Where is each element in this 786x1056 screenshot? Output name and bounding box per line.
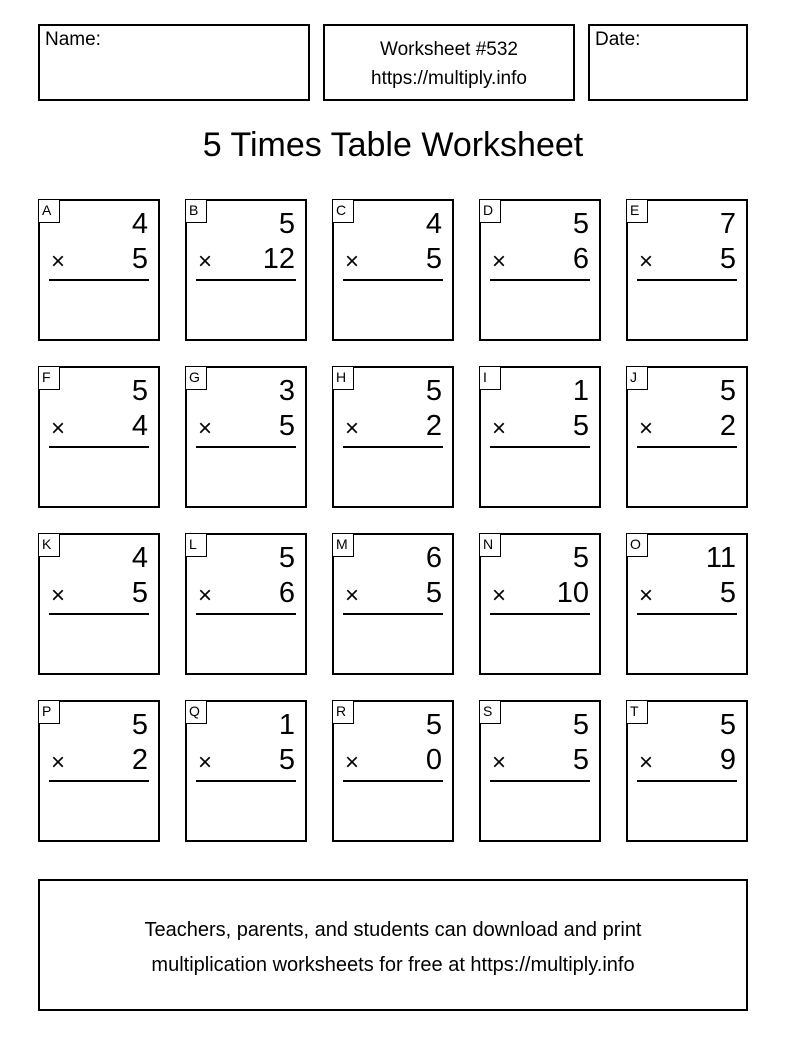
problem-label: J	[626, 366, 648, 390]
multiplier: 10	[556, 577, 589, 609]
multiplier: 5	[719, 577, 736, 609]
multiply-sign: ×	[492, 582, 507, 609]
multiply-sign: ×	[345, 749, 360, 776]
problem-label: H	[332, 366, 354, 390]
multiplier: 6	[278, 577, 295, 609]
problem-card[interactable]	[626, 199, 748, 341]
problem-card[interactable]	[332, 366, 454, 508]
multiply-sign: ×	[51, 749, 66, 776]
multiplier: 5	[425, 243, 442, 275]
multiplicand: 5	[131, 375, 148, 407]
problem-label: E	[626, 199, 648, 223]
answer-line	[49, 446, 149, 448]
problem-card[interactable]	[479, 533, 601, 675]
multiply-sign: ×	[639, 749, 654, 776]
answer-line	[490, 446, 590, 448]
answer-line	[196, 780, 296, 782]
problem-card[interactable]	[185, 700, 307, 842]
multiplicand: 5	[425, 709, 442, 741]
multiplicand: 6	[425, 542, 442, 574]
multiplicand: 5	[278, 208, 295, 240]
multiply-sign: ×	[492, 248, 507, 275]
multiplicand: 5	[131, 709, 148, 741]
problem-card[interactable]	[626, 533, 748, 675]
multiplicand: 4	[425, 208, 442, 240]
multiply-sign: ×	[51, 248, 66, 275]
answer-line	[49, 279, 149, 281]
multiplicand: 5	[572, 208, 589, 240]
footer-box	[38, 879, 748, 1011]
worksheet-url: https://multiply.info	[371, 68, 527, 89]
multiplier: 5	[572, 744, 589, 776]
multiplier: 5	[425, 577, 442, 609]
answer-line	[196, 446, 296, 448]
multiplicand: 5	[278, 542, 295, 574]
multiply-sign: ×	[345, 582, 360, 609]
problem-label: N	[479, 533, 501, 557]
problem-card[interactable]	[185, 533, 307, 675]
answer-line	[343, 613, 443, 615]
multiplicand: 4	[131, 208, 148, 240]
multiply-sign: ×	[198, 415, 213, 442]
multiply-sign: ×	[198, 582, 213, 609]
problem-card[interactable]	[626, 366, 748, 508]
date-label: Date:	[595, 29, 641, 50]
answer-line	[196, 279, 296, 281]
problem-label: I	[479, 366, 501, 390]
multiply-sign: ×	[345, 248, 360, 275]
answer-line	[49, 780, 149, 782]
multiplier: 2	[131, 744, 148, 776]
problem-label: Q	[185, 700, 207, 724]
problem-label: L	[185, 533, 207, 557]
problem-label: G	[185, 366, 207, 390]
answer-line	[343, 780, 443, 782]
multiply-sign: ×	[639, 248, 654, 275]
problem-card[interactable]	[332, 199, 454, 341]
multiplicand: 5	[719, 375, 736, 407]
multiplier: 12	[262, 243, 295, 275]
multiplier: 2	[425, 410, 442, 442]
multiplicand: 5	[719, 709, 736, 741]
answer-line	[196, 613, 296, 615]
problem-card[interactable]	[332, 700, 454, 842]
problem-label: T	[626, 700, 648, 724]
problem-card[interactable]	[185, 199, 307, 341]
problem-card[interactable]	[185, 366, 307, 508]
problem-card[interactable]	[38, 533, 160, 675]
worksheet-info-box	[323, 24, 575, 101]
multiplier: 5	[719, 243, 736, 275]
name-label: Name:	[45, 29, 101, 50]
footer-line-1: Teachers, parents, and students can download and print	[144, 919, 642, 941]
multiply-sign: ×	[492, 749, 507, 776]
answer-line	[637, 780, 737, 782]
multiply-sign: ×	[198, 248, 213, 275]
problem-label: B	[185, 199, 207, 223]
problem-card[interactable]	[479, 366, 601, 508]
problem-card[interactable]	[479, 199, 601, 341]
problem-label: A	[38, 199, 60, 223]
answer-line	[343, 446, 443, 448]
problem-label: F	[38, 366, 60, 390]
multiplicand: 4	[131, 542, 148, 574]
answer-line	[637, 613, 737, 615]
multiplier: 2	[719, 410, 736, 442]
multiplier: 4	[131, 410, 148, 442]
date-field[interactable]	[588, 24, 748, 101]
page-title: 5 Times Table Worksheet	[202, 126, 584, 164]
answer-line	[49, 613, 149, 615]
problem-card[interactable]	[626, 700, 748, 842]
multiply-sign: ×	[492, 415, 507, 442]
answer-line	[637, 446, 737, 448]
answer-line	[490, 613, 590, 615]
footer-line-2: multiplication worksheets for free at https://multiply.info	[151, 954, 635, 976]
problem-card[interactable]	[38, 700, 160, 842]
answer-line	[637, 279, 737, 281]
multiply-sign: ×	[198, 749, 213, 776]
answer-line	[343, 279, 443, 281]
multiplicand: 5	[572, 542, 589, 574]
multiplicand: 3	[278, 375, 295, 407]
multiplier: 5	[131, 577, 148, 609]
problem-label: P	[38, 700, 60, 724]
problem-card[interactable]	[38, 366, 160, 508]
multiplier: 5	[572, 410, 589, 442]
multiplicand: 5	[572, 709, 589, 741]
multiplicand: 5	[425, 375, 442, 407]
problem-label: O	[626, 533, 648, 557]
multiplicand: 7	[719, 208, 736, 240]
multiply-sign: ×	[51, 582, 66, 609]
problem-card[interactable]	[38, 199, 160, 341]
multiplicand: 1	[572, 375, 589, 407]
multiplier: 5	[131, 243, 148, 275]
problem-label: K	[38, 533, 60, 557]
multiplier: 9	[719, 744, 736, 776]
problem-card[interactable]	[479, 700, 601, 842]
answer-line	[490, 279, 590, 281]
name-field[interactable]	[38, 24, 310, 101]
multiplier: 0	[425, 744, 442, 776]
multiplier: 6	[572, 243, 589, 275]
multiply-sign: ×	[639, 415, 654, 442]
multiplier: 5	[278, 410, 295, 442]
multiply-sign: ×	[345, 415, 360, 442]
multiply-sign: ×	[639, 582, 654, 609]
multiplicand: 1	[278, 709, 295, 741]
problem-label: D	[479, 199, 501, 223]
answer-line	[490, 780, 590, 782]
problem-label: C	[332, 199, 354, 223]
multiply-sign: ×	[51, 415, 66, 442]
problem-label: M	[332, 533, 354, 557]
problem-label: S	[479, 700, 501, 724]
multiplier: 5	[278, 744, 295, 776]
problem-card[interactable]	[332, 533, 454, 675]
worksheet-number: Worksheet #532	[379, 39, 518, 60]
multiplicand: 11	[705, 542, 736, 574]
problem-label: R	[332, 700, 354, 724]
